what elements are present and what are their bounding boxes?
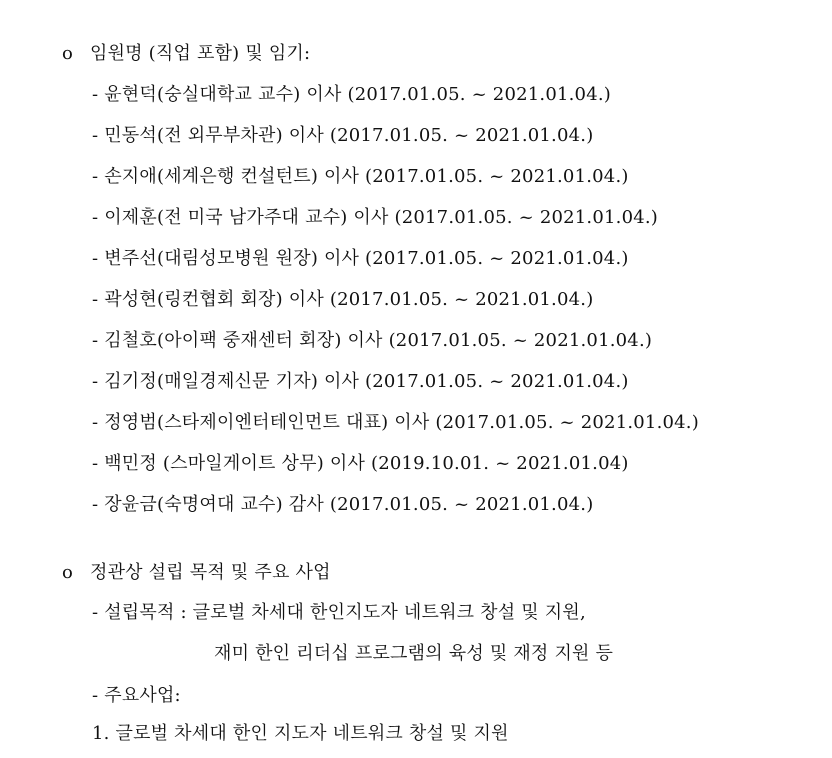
member-line: - 장윤금(숙명여대 교수) 감사 (2017.01.05. ~ 2021.01.04.)	[92, 494, 594, 515]
section-heading-officers	[62, 42, 310, 66]
bullet-circle: o	[62, 43, 74, 64]
bullet-circle: o	[62, 562, 74, 583]
member-line: - 이제훈(전 미국 남가주대 교수) 이사 (2017.01.05. ~ 2021.01.04.)	[92, 207, 659, 228]
member-line: - 김철호(아이팩 중재센터 회장) 이사 (2017.01.05. ~ 2021.01.04.)	[92, 330, 653, 351]
member-line: - 민동석(전 외무부차관) 이사 (2017.01.05. ~ 2021.01.04.)	[92, 125, 594, 146]
member-line: - 정영범(스타제이엔터테인먼트 대표) 이사 (2017.01.05. ~ 2021.01.04.)	[92, 412, 699, 433]
heading-text: 임원명 (직업 포함) 및 임기:	[90, 43, 311, 64]
business-item: 1. 글로벌 차세대 한인 지도자 네트워크 창설 및 지원	[92, 723, 509, 744]
section-heading-purpose	[62, 561, 331, 585]
member-line: - 곽성현(링컨협회 회장) 이사 (2017.01.05. ~ 2021.01.04.)	[92, 289, 594, 310]
main-business-label: - 주요사업:	[92, 685, 181, 706]
purpose-line-continued: 재미 한인 리더십 프로그램의 육성 및 재정 지원 등	[214, 643, 614, 664]
heading-text: 정관상 설립 목적 및 주요 사업	[90, 562, 331, 583]
member-line: - 윤현덕(숭실대학교 교수) 이사 (2017.01.05. ~ 2021.01.04.)	[92, 84, 612, 105]
purpose-line: - 설립목적 : 글로벌 차세대 한인지도자 네트워크 창설 및 지원,	[92, 602, 586, 623]
member-line: - 김기정(매일경제신문 기자) 이사 (2017.01.05. ~ 2021.01.04.)	[92, 371, 629, 392]
member-line: - 손지애(세계은행 컨설턴트) 이사 (2017.01.05. ~ 2021.01.04.)	[92, 166, 629, 187]
member-line: - 백민정 (스마일게이트 상무) 이사 (2019.10.01. ~ 2021.01.04)	[92, 453, 629, 474]
member-line: - 변주선(대림성모병원 원장) 이사 (2017.01.05. ~ 2021.01.04.)	[92, 248, 629, 269]
